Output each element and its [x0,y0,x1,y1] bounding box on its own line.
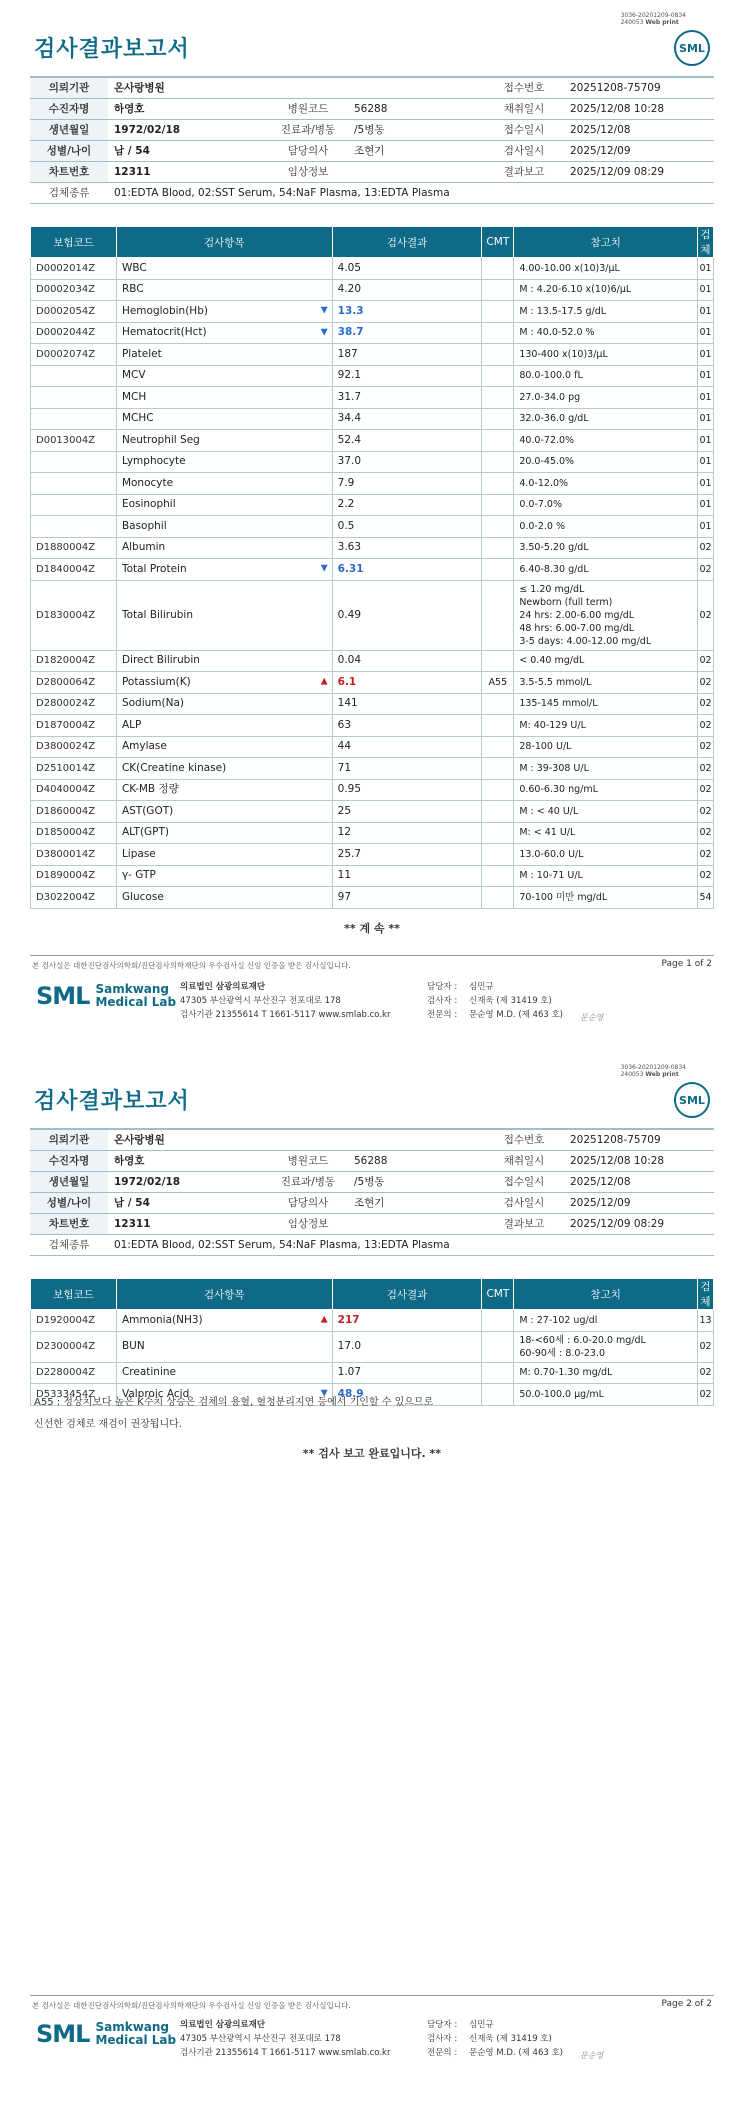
test-result: 217 [332,1310,482,1332]
insurance-code: D3022004Z [31,887,117,909]
insurance-code: D2510014Z [31,758,117,780]
samkwang-logo: SML Samkwang Medical Lab [36,2020,177,2048]
test-item: CK-MB 정량 [116,779,332,801]
reference-range: 3.5-5.5 mmol/L [514,672,698,694]
test-result: 0.95 [332,779,482,801]
comment-code [482,758,514,780]
insurance-code [31,473,117,495]
comment-code [482,322,514,344]
insurance-code: D3800014Z [31,844,117,866]
document-title: 검사결과보고서 [34,1089,190,1114]
test-item: CK(Creatine kinase) [116,758,332,780]
reference-range: M: 0.70-1.30 mg/dL [514,1362,698,1384]
result-row [31,844,714,866]
insurance-code: D1870004Z [31,715,117,737]
reference-range: 130-400 x(10)3/μL [514,344,698,366]
insurance-code: D3800024Z [31,736,117,758]
comment-code [482,279,514,301]
test-item: Basophil [116,516,332,538]
result-row [31,1362,714,1384]
patient-name-value: 하영호 [108,98,268,119]
report-complete-label: ** 검사 보고 완료입니다. ** [302,1447,442,1460]
test-result: 3.63 [332,537,482,559]
doctor-value: 조현기 [348,140,484,161]
results-table-page-1: 보험코드 검사항목 검사결과 CMT 참고치 검체 D0002014Z WBC 4.05 4.00-10.00 x(10)3/μL 01 D0002034Z RBC 4.20 M : 4.20-6.10 x(10)6/μL 01 D0002054Z Hemoglobin(Hb) ▼ 13.3 M : 13.5-17.5 g/dL 01 D0002044Z Hematocrit(Hct) ▼ 38.7 M : 40.0-52.0 % 01 D0002074Z Platelet 187 130-400 x(10)3/μL 01 MCV 92.1 80.0-100.0 fL 01 MCH 31.7 27.0-34.0 pg 01 MCHC 34.4 32.0-36.0 g/dL 01 D0013004Z Neutrophil Seg 52.4 40.0-72.0% 01 Lymphocyte 37.0 20.0-45.0% 01 Monocyte 7.9 4.0-12.0% 01 Eosinophil 2.2 0.0-7.0% 01 Basophil 0.5 0.0-2.0 % 01 D1880004Z Albumin 3.63 3.50-5.20 g/dL 02 D1840004Z Total Protein ▼ 6.31 6.40-8.30 g/dL 02 D1830004Z Total Bilirubin 0.49 ≤ 1.20 mg/dL Newborn (full term) 24 hrs: 2.00-6.00 mg/dL 48 hrs: 6.00-7.00 mg/dL 3-5 days: 4.00-12.00 mg/dL 02 D1820004Z Direct Bilirubin 0.04 < 0.40 mg/dL 02 D2800064Z Potassium(K) ▲ 6.1 A55 3.5-5.5 mmol/L 02 D2800024Z Sodium(Na) 141 135-145 mmol/L 02 D1870004Z ALP 63 M: 40-129 U/L 02 D3800024Z Amylase 44 28-100 U/L 02 D2510014Z CK(Creatine kinase) 71 M : 39-308 U/L 02 D4040004Z CK-MB 정량 0.95 0.60-6.30 ng/mL 02 D1860004Z AST(GOT) 25 M : < 40 U/L 02 D1850004Z ALT(GPT) 12 M: < 41 U/L 02 D3800014Z Lipase 25.7 13.0-60.0 U/L 02 D1890004Z γ- GTP 11 M : 10-71 U/L 02 D3022004Z Glucose 97 70-100 미만 mg/dL 54 [30,226,714,909]
test-item: ALT(GPT) [116,822,332,844]
comment-code [482,516,514,538]
test-item: Valproic Acid ▼ [116,1384,332,1406]
reference-range: M : 4.20-6.10 x(10)6/μL [514,279,698,301]
comment-code [482,494,514,516]
result-row [31,559,714,581]
result-row [31,408,714,430]
insurance-code: D1890004Z [31,865,117,887]
reference-range: M : 13.5-17.5 g/dL [514,301,698,323]
test-item: Lipase [116,844,332,866]
test-date-value: 2025/12/09 [564,140,714,161]
test-result: 141 [332,693,482,715]
reference-range: 4.0-12.0% [514,473,698,495]
test-item: MCHC [116,408,332,430]
test-result: 187 [332,344,482,366]
result-row [31,1331,714,1362]
insurance-code [31,516,117,538]
dept-value: /5병동 [348,119,484,140]
result-row [31,258,714,280]
insurance-code [31,408,117,430]
insurance-code: D1840004Z [31,559,117,581]
test-result: 17.0 [332,1331,482,1362]
comment-code [482,887,514,909]
test-result: 4.20 [332,279,482,301]
specimen-code: 02 [697,865,713,887]
reference-range: 40.0-72.0% [514,430,698,452]
insurance-code [31,365,117,387]
specimen-code: 02 [697,758,713,780]
reference-range: 80.0-100.0 fL [514,365,698,387]
insurance-code: D1860004Z [31,801,117,823]
insurance-code [31,494,117,516]
test-item: Monocyte [116,473,332,495]
test-result: 37.0 [332,451,482,473]
insurance-code: D0013004Z [31,430,117,452]
test-result: 97 [332,887,482,909]
reference-range: M : < 40 U/L [514,801,698,823]
hospital-code-value: 56288 [348,98,484,119]
insurance-code: D4040004Z [31,779,117,801]
test-item: Potassium(K) ▲ [116,672,332,694]
reference-range: 20.0-45.0% [514,451,698,473]
sml-logo-mark: SML [36,982,90,1010]
comment-code [482,779,514,801]
test-item: Lymphocyte [116,451,332,473]
test-result: 2.2 [332,494,482,516]
result-row [31,537,714,559]
test-result: 31.7 [332,387,482,409]
reference-range: < 0.40 mg/dL [514,650,698,672]
test-result: 25.7 [332,844,482,866]
specimen-code: 02 [697,1384,713,1406]
test-result: 25 [332,801,482,823]
high-flag-icon: ▲ [320,1314,328,1325]
specimen-code: 01 [697,494,713,516]
result-row [31,430,714,452]
receipt-no-value: 20251208-75709 [564,77,714,98]
comment-code [482,258,514,280]
sml-logo-badge: SML [674,1082,710,1118]
test-item: MCH [116,387,332,409]
page-number: Page 2 of 2 [661,1999,712,2009]
comment-code [482,537,514,559]
report-date-value: 2025/12/09 08:29 [564,161,714,182]
insurance-code: D0002054Z [31,301,117,323]
specimen-code: 02 [697,537,713,559]
test-result: 38.7 [332,322,482,344]
comment-code: A55 [482,672,514,694]
result-row [31,715,714,737]
signature-image: 문순영 [580,2051,604,2060]
test-result: 6.31 [332,559,482,581]
test-item: Eosinophil [116,494,332,516]
test-result: 4.05 [332,258,482,280]
specimen-code: 01 [697,451,713,473]
insurance-code [31,387,117,409]
result-row [31,736,714,758]
reference-range: 6.40-8.30 g/dL [514,559,698,581]
insurance-code: D0002044Z [31,322,117,344]
test-item: Total Bilirubin [116,580,332,650]
result-row [31,801,714,823]
specimen-code: 02 [697,693,713,715]
staff-info: 담당자 : 심민규 검사자 : 신재욱 (제 31419 호) 전문의 : 문순영 M.D. (제 463 호) [427,2020,564,2058]
result-row [31,516,714,538]
receipt-date-value: 2025/12/08 [564,119,714,140]
sml-logo-badge: SML [674,30,710,66]
result-row [31,301,714,323]
collect-date-value: 2025/12/08 10:28 [564,98,714,119]
insurance-code: D1920004Z [31,1310,117,1332]
test-item: Creatinine [116,1362,332,1384]
organization-info: 의료법인 삼광의료재단 47305 부산광역시 부산진구 전포대로 178 검사기관 21355614 T 1661-5117 www.smlab.co.kr [180,2020,391,2058]
test-result: 0.04 [332,650,482,672]
result-row [31,779,714,801]
test-item: Glucose [116,887,332,909]
insurance-code: D1850004Z [31,822,117,844]
test-result: 71 [332,758,482,780]
result-row [31,887,714,909]
comment-code [482,844,514,866]
reference-range: 70-100 미만 mg/dL [514,887,698,909]
result-row [31,473,714,495]
dob-value: 1972/02/18 [108,119,268,140]
comment-note: A55 : 정상치보다 높은 K수치 상승은 검체의 용혈, 혈청분리지연 등에서 기인할 수 있으므로 신선한 검체로 재검이 권장됩니다. [34,1397,434,1430]
test-result: 12 [332,822,482,844]
reference-range: M : 10-71 U/L [514,865,698,887]
insurance-code: D2280004Z [31,1362,117,1384]
reference-range: M : 40.0-52.0 % [514,322,698,344]
test-item: Hematocrit(Hct) ▼ [116,322,332,344]
reference-range: 4.00-10.00 x(10)3/μL [514,258,698,280]
insurance-code: D1880004Z [31,537,117,559]
specimen-code: 02 [697,736,713,758]
test-item: MCV [116,365,332,387]
insurance-code: D5333454Z [31,1384,117,1406]
accreditation-note: 본 검사실은 대한진단검사의학회/진단검사의학재단의 우수검사실 신임 인증을 받은 검사실입니다. [32,961,351,970]
specimen-code: 02 [697,559,713,581]
comment-code [482,693,514,715]
test-result: 44 [332,736,482,758]
result-row [31,822,714,844]
clinical-value [348,161,484,182]
test-item: γ- GTP [116,865,332,887]
print-code: 3036-20201209-0834 240053 Web print [620,12,686,26]
samkwang-logo: SML Samkwang Medical Lab [36,982,177,1010]
low-flag-icon: ▼ [320,305,328,316]
insurance-code: D2800064Z [31,672,117,694]
insurance-code: D2800024Z [31,693,117,715]
print-code: 3036-20201209-0834 240053 Web print [620,1064,686,1078]
test-item: Ammonia(NH3) ▲ [116,1310,332,1332]
comment-code [482,365,514,387]
specimen-code: 02 [697,1362,713,1384]
comment-code [482,408,514,430]
result-row [31,650,714,672]
specimen-code: 01 [697,258,713,280]
comment-code [482,344,514,366]
reference-range: 13.0-60.0 U/L [514,844,698,866]
test-item: Amylase [116,736,332,758]
comment-code [482,1384,514,1406]
reference-range: 135-145 mmol/L [514,693,698,715]
test-item: Neutrophil Seg [116,430,332,452]
test-result: 48.9 [332,1384,482,1406]
result-row [31,672,714,694]
specimen-code: 01 [697,279,713,301]
insurance-code [31,451,117,473]
reference-range: 0.0-2.0 % [514,516,698,538]
reference-range: M: < 41 U/L [514,822,698,844]
reference-range: 28-100 U/L [514,736,698,758]
test-item: RBC [116,279,332,301]
specimen-code: 02 [697,801,713,823]
insurance-code: D1830004Z [31,580,117,650]
reference-range: ≤ 1.20 mg/dL Newborn (full term) 24 hrs: 2.00-6.00 mg/dL 48 hrs: 6.00-7.00 mg/dL 3-5 days: 4.00-12.00 mg/dL [514,580,698,650]
document-title: 검사결과보고서 [34,37,190,62]
test-item: WBC [116,258,332,280]
insurance-code: D0002034Z [31,279,117,301]
test-item: ALP [116,715,332,737]
comment-code [482,430,514,452]
comment-code [482,451,514,473]
patient-info-table: 의뢰기관 온사랑병원 접수번호 20251208-75709 수진자명 하영호 병원코드 56288 채취일시 2025/12/08 10:28 생년월일 1972/02/18 진료과/병동 /5병동 접수일시 2025/12/08 성별/나이 남 / 54 담당의사 조현기 검사일시 2025/12/09 차트번호 12311 임상정보 결과보고 2025/12/09 08:29 검체종류 01:EDTA Blood, 02:SST Serum, 54:NaF Plasma, 13:EDTA Plasma [30,1128,714,1256]
sml-logo-mark: SML [36,2020,90,2048]
test-item: Platelet [116,344,332,366]
comment-code [482,301,514,323]
test-result: 92.1 [332,365,482,387]
comment-code [482,801,514,823]
test-result: 0.49 [332,580,482,650]
comment-code [482,650,514,672]
test-item: Hemoglobin(Hb) ▼ [116,301,332,323]
reference-range: 3.50-5.20 g/dL [514,537,698,559]
specimen-code: 01 [697,408,713,430]
test-result: 11 [332,865,482,887]
test-item: AST(GOT) [116,801,332,823]
comment-code [482,736,514,758]
comment-code [482,822,514,844]
reference-range: M : 27-102 ug/dl [514,1310,698,1332]
comment-code [482,580,514,650]
comment-code [482,865,514,887]
result-row [31,387,714,409]
results-table-page-2: 보험코드 검사항목 검사결과 CMT 참고치 검체 D1920004Z Ammonia(NH3) ▲ 217 M : 27-102 ug/dl 13 D2300004Z BUN 17.0 18-<60세 : 6.0-20.0 mg/dL 60-90세 : 8.0-23.0 02 D2280004Z Creatinine 1.07 M: 0.70-1.30 mg/dL 02 D5333454Z Valproic Acid ▼ 48.9 50.0-100.0 μg/mL 02 [30,1278,714,1406]
insurance-code: D1820004Z [31,650,117,672]
test-result: 63 [332,715,482,737]
signature-image: 문순영 [580,1013,604,1022]
test-item: Albumin [116,537,332,559]
test-result: 7.9 [332,473,482,495]
comment-code [482,473,514,495]
test-result: 6.1 [332,672,482,694]
reference-range: 50.0-100.0 μg/mL [514,1384,698,1406]
test-result: 1.07 [332,1362,482,1384]
reference-range: M : 39-308 U/L [514,758,698,780]
continued-label: ** 계 속 ** [344,922,400,935]
specimen-code: 13 [697,1310,713,1332]
result-row [31,365,714,387]
reference-range: 0.60-6.30 ng/mL [514,779,698,801]
footer-divider [30,1995,714,1996]
specimen-value: 01:EDTA Blood, 02:SST Serum, 54:NaF Plasma, 13:EDTA Plasma [108,182,714,203]
test-item: Sodium(Na) [116,693,332,715]
low-flag-icon: ▼ [320,327,328,338]
comment-code [482,559,514,581]
specimen-code: 01 [697,322,713,344]
specimen-code: 01 [697,344,713,366]
report-page-2 [0,1052,744,2104]
specimen-code: 02 [697,580,713,650]
specimen-code: 01 [697,365,713,387]
result-row [31,494,714,516]
high-flag-icon: ▲ [320,676,328,687]
test-result: 13.3 [332,301,482,323]
result-row [31,279,714,301]
comment-code [482,387,514,409]
specimen-code: 01 [697,516,713,538]
comment-code [482,1362,514,1384]
organization-info: 의료법인 삼광의료재단 47305 부산광역시 부산진구 전포대로 178 검사기관 21355614 T 1661-5117 www.smlab.co.kr [180,982,391,1020]
specimen-code: 02 [697,779,713,801]
result-row [31,322,714,344]
test-result: 34.4 [332,408,482,430]
specimen-code: 01 [697,430,713,452]
comment-code [482,1310,514,1332]
specimen-code: 02 [697,672,713,694]
result-row [31,865,714,887]
test-item: Total Protein ▼ [116,559,332,581]
reference-range: 32.0-36.0 g/dL [514,408,698,430]
specimen-code: 01 [697,473,713,495]
result-row [31,451,714,473]
specimen-code: 02 [697,650,713,672]
result-row [31,693,714,715]
patient-info-table: 의뢰기관 온사랑병원 접수번호 20251208-75709 수진자명 하영호 병원코드 56288 채취일시 2025/12/08 10:28 생년월일 1972/02/18 진료과/병동 /5병동 접수일시 2025/12/08 성별/나이 남 / 54 담당의사 조현기 검사일시 2025/12/09 차트번호 12311 임상정보 결과보고 2025/12/09 08:29 검체종류 01:EDTA Blood, 02:SST Serum, 54:NaF Plasma, 13:EDTA Plasma [30,76,714,204]
footer-divider [30,955,714,956]
comment-code [482,1331,514,1362]
accreditation-note: 본 검사실은 대한진단검사의학회/진단검사의학재단의 우수검사실 신임 인증을 받은 검사실입니다. [32,2001,351,2010]
specimen-code: 02 [697,844,713,866]
low-flag-icon: ▼ [320,563,328,574]
chart-no-value: 12311 [108,161,268,182]
result-row [31,344,714,366]
result-row [31,580,714,650]
specimen-code: 02 [697,822,713,844]
test-result: 52.4 [332,430,482,452]
specimen-code: 54 [697,887,713,909]
insurance-code: D0002014Z [31,258,117,280]
test-item: Direct Bilirubin [116,650,332,672]
test-result: 0.5 [332,516,482,538]
comment-code [482,715,514,737]
reference-range: M: 40-129 U/L [514,715,698,737]
institution-value: 온사랑병원 [108,77,268,98]
reference-range: 27.0-34.0 pg [514,387,698,409]
insurance-code: D2300004Z [31,1331,117,1362]
sex-age-value: 남 / 54 [108,140,268,161]
specimen-code: 01 [697,387,713,409]
page-number: Page 1 of 2 [661,959,712,969]
result-row [31,1310,714,1332]
specimen-code: 01 [697,301,713,323]
low-flag-icon: ▼ [320,1388,328,1399]
specimen-code: 02 [697,1331,713,1362]
specimen-code: 02 [697,715,713,737]
staff-info: 담당자 : 심민규 검사자 : 신재욱 (제 31419 호) 전문의 : 문순영 M.D. (제 463 호) [427,982,564,1020]
test-item: BUN [116,1331,332,1362]
reference-range: 0.0-7.0% [514,494,698,516]
result-row [31,758,714,780]
reference-range: 18-<60세 : 6.0-20.0 mg/dL 60-90세 : 8.0-23.0 [514,1331,698,1362]
insurance-code: D0002074Z [31,344,117,366]
